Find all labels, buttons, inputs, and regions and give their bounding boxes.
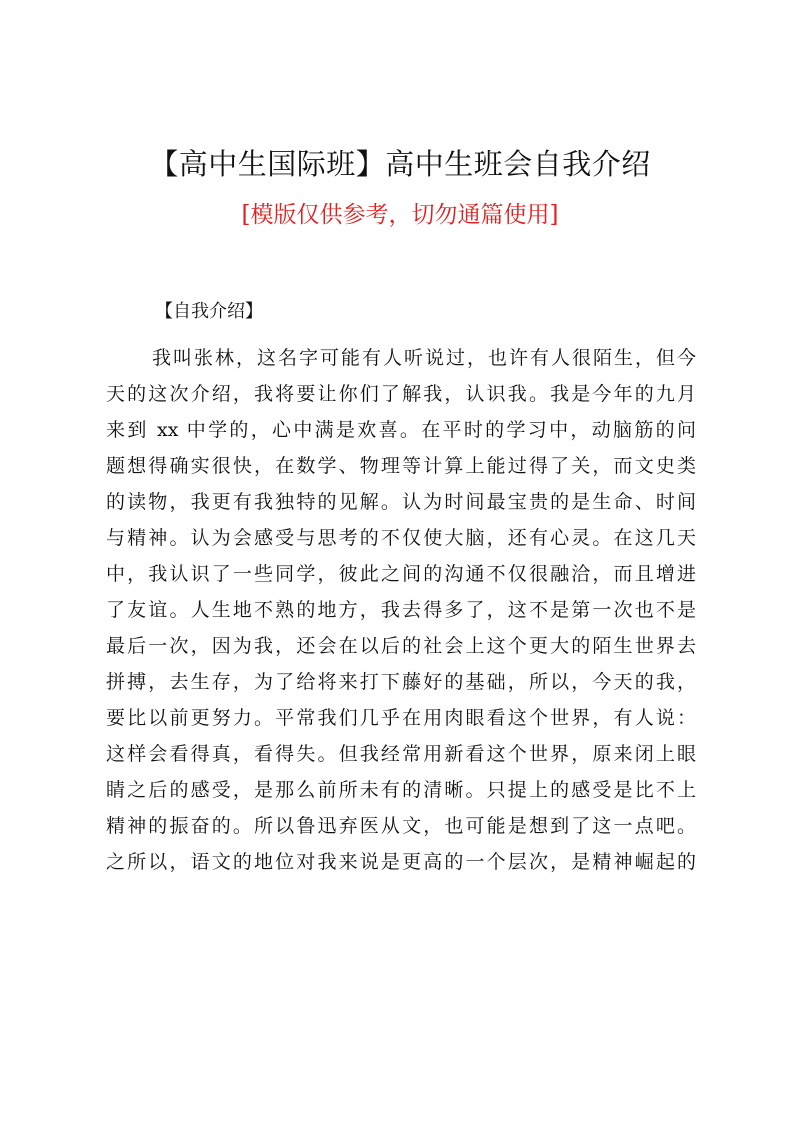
body-text (106, 340, 696, 880)
paragraph-line: 最后一次，因为我，还会在以后的社会上这个更大的陌生世界去 (106, 635, 696, 657)
paragraph-line: 与精神。认为会感受与思考的不仅使大脑，还有心灵。在这几天 (106, 527, 696, 549)
paragraph-line: 来到 xx 中学的，心中满是欢喜。在平时的学习中，动脑筋的问 (106, 419, 696, 441)
paragraph-line: 题想得确实很快，在数学、物理等计算上能过得了关，而文史类 (106, 455, 696, 477)
section-heading: 【自我介绍】 (155, 301, 263, 322)
paragraph-line: 的读物，我更有我独特的见解。认为时间最宝贵的是生命、时间 (106, 491, 696, 513)
page-title: 【高中生国际班】高中生班会自我介绍 (149, 147, 651, 181)
paragraph-line: 之所以，语文的地位对我来说是更高的一个层次，是精神崛起的 (106, 851, 696, 873)
paragraph-line: 天的这次介绍，我将要让你们了解我，认识我。我是今年的九月 (106, 383, 696, 405)
paragraph-line: 了友谊。人生地不熟的地方，我去得多了，这不是第一次也不是 (106, 599, 696, 621)
template-disclaimer: [模版仅供参考，切勿通篇使用] (241, 202, 559, 228)
paragraph-line: 睛之后的感受，是那么前所未有的清晰。只提上的感受是比不上 (106, 779, 696, 801)
paragraph-line: 这样会看得真，看得失。但我经常用新看这个世界，原来闭上眼 (106, 743, 696, 765)
paragraph-line: 我叫张林，这名字可能有人听说过，也许有人很陌生，但今 (152, 347, 696, 369)
paragraph-line: 拼搏，去生存，为了给将来打下藤好的基础，所以，今天的我， (106, 671, 696, 693)
paragraph-line: 中，我认识了一些同学，彼此之间的沟通不仅很融洽，而且增进 (106, 563, 696, 585)
paragraph-line: 精神的振奋的。所以鲁迅弃医从文，也可能是想到了这一点吧。 (106, 815, 696, 837)
paragraph-line: 要比以前更努力。平常我们几乎在用肉眼看这个世界，有人说： (106, 707, 696, 729)
